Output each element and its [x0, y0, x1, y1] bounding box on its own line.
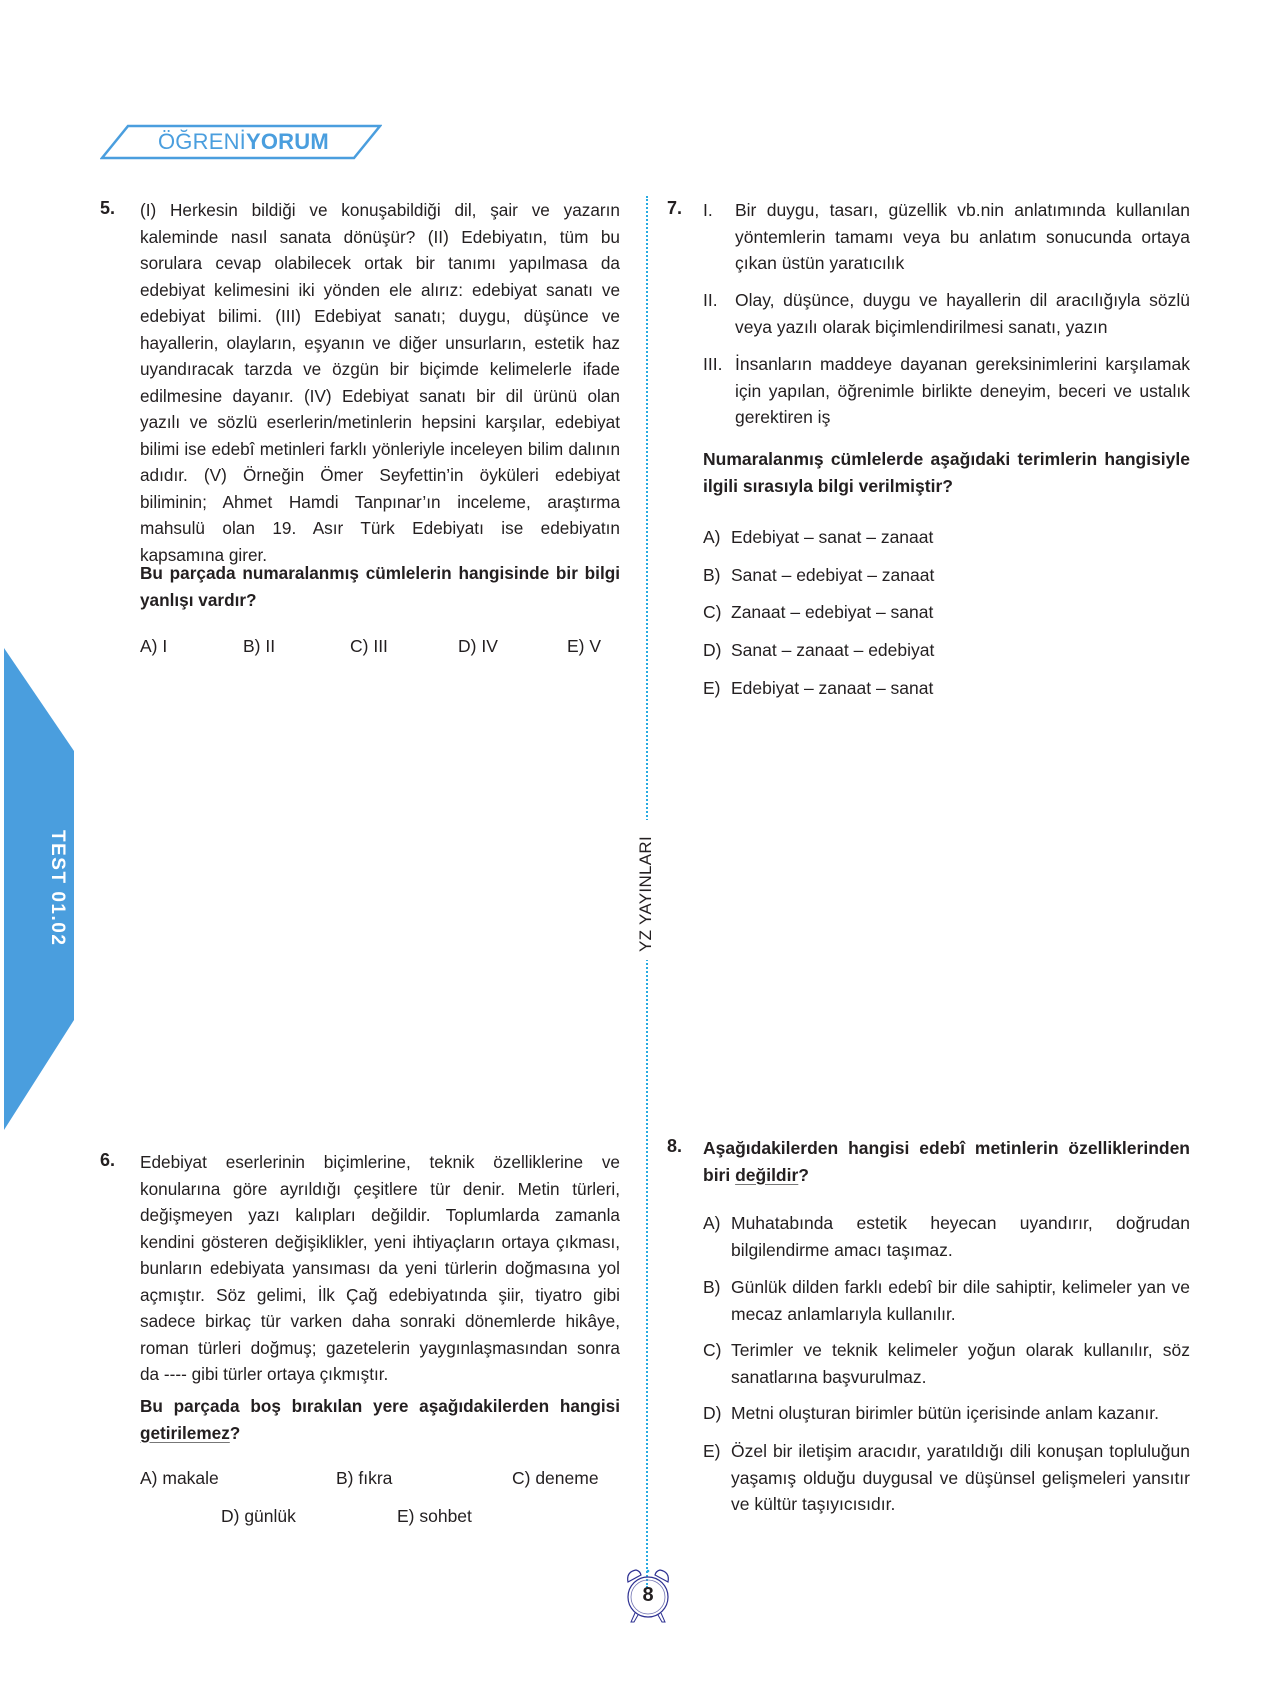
- question-5-option-e[interactable]: E) V: [567, 636, 602, 656]
- question-7-item-2: [703, 287, 1190, 340]
- question-5-option-d[interactable]: D) IV: [458, 636, 498, 656]
- stem-text: Aşağıdakilerden hangisi edebî metinlerin özelliklerinden biri: [703, 1138, 1190, 1185]
- question-5-number: 5.: [100, 198, 116, 218]
- question-7-option-d[interactable]: [703, 637, 1190, 664]
- question-6-option-d[interactable]: D) günlük: [221, 1506, 296, 1526]
- option-label: A): [703, 527, 721, 547]
- question-7-option-a[interactable]: [703, 524, 1190, 551]
- question-7-option-e[interactable]: [703, 675, 1190, 702]
- question-6-number: 6.: [100, 1150, 116, 1170]
- test-side-tab: [0, 648, 80, 1132]
- stem-question-mark: ?: [229, 1422, 241, 1443]
- question-7-number: 7.: [667, 198, 683, 218]
- roman-label: I.: [703, 200, 713, 220]
- question-7-item-1: [703, 197, 1190, 277]
- question-6-option-e[interactable]: E) sohbet: [397, 1506, 472, 1526]
- item-text: Bir duygu, tasarı, güzellik vb.nin anlatımında kullanılan yöntemlerin tamamı veya bu anlatım sonucunda ortaya çıkan üstün yaratıcılık: [735, 200, 1190, 273]
- roman-label: III.: [703, 354, 723, 374]
- option-label: B): [703, 1277, 721, 1297]
- question-8-stem: [703, 1135, 1190, 1188]
- option-text: Günlük dilden farklı edebî bir dile sahiptir, kelimeler yan ve mecaz anlamlarıyla kullanılır.: [731, 1277, 1190, 1324]
- question-7-option-b[interactable]: [703, 562, 1190, 589]
- test-code-label: TEST 01.02: [47, 830, 68, 947]
- question-5-stem: Bu parçada numaralanmış cümlelerin hangisinde bir bilgi yanlışı vardır?: [140, 563, 620, 610]
- stem-text: Bu parçada boş bırakılan yere aşağıdakilerden hangisi: [140, 1396, 620, 1416]
- question-8-option-c[interactable]: [703, 1337, 1190, 1390]
- option-label: D): [703, 640, 722, 660]
- option-label: D): [703, 1403, 722, 1423]
- question-6-option-b[interactable]: B) fıkra: [336, 1468, 393, 1488]
- question-8-option-e[interactable]: [703, 1438, 1190, 1518]
- question-5-option-a[interactable]: A) I: [140, 636, 168, 656]
- option-text: Sanat – edebiyat – zanaat: [731, 565, 935, 585]
- question-6-passage: Edebiyat eserlerinin biçimlerine, teknik özelliklerine ve konularına göre ayrıldığı çeşitlere tür denir. Metin türleri, değişmeyen yazı kalıpları değildir. Toplumlarda zamanla kendini gösteren değişiklikler, yeni ihtiyaçların ortaya çıkması, bunların edebiyata yansıması da yeni türlerin doğmasına yol açmıştır. Söz gelimi, İlk Çağ edebiyatında şiir, tiyatro gibi sadece birkaç tür varken daha sonraki dönemlerde hikâye, roman türleri doğmuş; gazetelerin yaygınlaşmasından sonra da ---- gibi türler ortaya çıkmıştır.: [140, 1152, 620, 1384]
- question-7-stem: Numaralanmış cümlelerde aşağıdaki terimlerin hangisiyle ilgili sırasıyla bilgi verilmiştir?: [703, 449, 1190, 496]
- question-7-option-c[interactable]: [703, 599, 1190, 626]
- question-8-option-d[interactable]: [703, 1400, 1190, 1427]
- option-label: E): [703, 678, 721, 698]
- option-text: Edebiyat – sanat – zanaat: [731, 527, 934, 547]
- stem-emphasis: getirilemez: [140, 1422, 230, 1443]
- brand-title: [158, 129, 329, 155]
- item-text: İnsanların maddeye dayanan gereksinimlerini karşılamak için yapılan, öğrenimle birlikte deneyim, beceri ve ustalık gerektiren iş: [735, 354, 1190, 427]
- question-6-option-c[interactable]: C) deneme: [512, 1468, 599, 1488]
- brand-banner: [100, 124, 382, 160]
- roman-label: II.: [703, 290, 718, 310]
- option-text: Metni oluşturan birimler bütün içerisinde anlam kazanır.: [731, 1403, 1159, 1423]
- stem-emphasis: değildir: [735, 1164, 799, 1185]
- question-8-option-a[interactable]: [703, 1210, 1190, 1263]
- option-label: B): [703, 565, 721, 585]
- question-6-stem: [140, 1393, 620, 1446]
- item-text: Olay, düşünce, duygu ve hayallerin dil aracılığıyla sözlü veya yazılı olarak biçimlendirilmesi sanatı, yazın: [735, 290, 1190, 337]
- brand-title-light: ÖĞRENİ: [158, 129, 246, 154]
- option-text: Özel bir iletişim aracıdır, yaratıldığı dili konuşan topluluğun yaşamış olduğu duygusal ve düşünsel gelişmeleri yansıtır ve kültür taşıyıcısıdır.: [731, 1441, 1190, 1514]
- option-label: A): [703, 1213, 721, 1233]
- option-text: Zanaat – edebiyat – sanat: [731, 602, 934, 622]
- question-8-number: 8.: [667, 1136, 683, 1156]
- option-text: Sanat – zanaat – edebiyat: [731, 640, 935, 660]
- option-text: Muhatabında estetik heyecan uyandırır, doğrudan bilgilendirme amacı taşımaz.: [731, 1213, 1190, 1260]
- question-8-option-b[interactable]: [703, 1274, 1190, 1327]
- page-number: 8: [642, 1584, 654, 1606]
- option-text: Terimler ve teknik kelimeler yoğun olarak kullanılır, söz sanatlarına başvurulmaz.: [731, 1340, 1190, 1387]
- page-number-clock: [622, 1566, 674, 1626]
- question-7-item-3: [703, 351, 1190, 431]
- question-6-option-a[interactable]: A) makale: [140, 1468, 219, 1488]
- option-label: C): [703, 602, 722, 622]
- publisher-label: YZ YAYINLARI: [636, 835, 655, 952]
- question-5-passage: (I) Herkesin bildiği ve konuşabildiği dil, şair ve yazarın kaleminde nasıl sanata dönüşür? (II) Edebiyatın, tüm bu sorulara cevap olabilecek ortak bir tanımı yapılmasa da edebiyat kelimesini iki yönden ele alırız: edebiyat sanatı ve edebiyat bilimi. (III) Edebiyat sanatı; duygu, düşünce ve hayallerin, olayların, eşyanın ve diğer unsurların, estetik haz uyandıracak tarzda ve özgün bir biçimde kelimelerle ifade edilmesine dayanır. (IV) Edebiyat sanatı bir dil ürünü olan yazılı ve sözlü eserlerin/metinlerin hepsini karşılar, edebiyat bilimi ise edebî metinleri farklı yönleriyle inceleyen bilim dalının adıdır. (V) Örneğin Ömer Seyfettin’in öyküleri edebiyat biliminin; Ahmet Hamdi Tanpınar’ın inceleme, araştırma mahsulü olan 19. Asır Türk Edebiyatı ise edebiyatın kapsamına girer.: [140, 200, 620, 565]
- option-label: E): [703, 1441, 721, 1461]
- option-text: Edebiyat – zanaat – sanat: [731, 678, 934, 698]
- option-label: C): [703, 1340, 722, 1360]
- question-5-option-c[interactable]: C) III: [350, 636, 388, 656]
- question-5-option-b[interactable]: B) II: [243, 636, 276, 656]
- stem-question-mark: ?: [798, 1164, 809, 1185]
- brand-title-bold: YORUM: [246, 129, 329, 154]
